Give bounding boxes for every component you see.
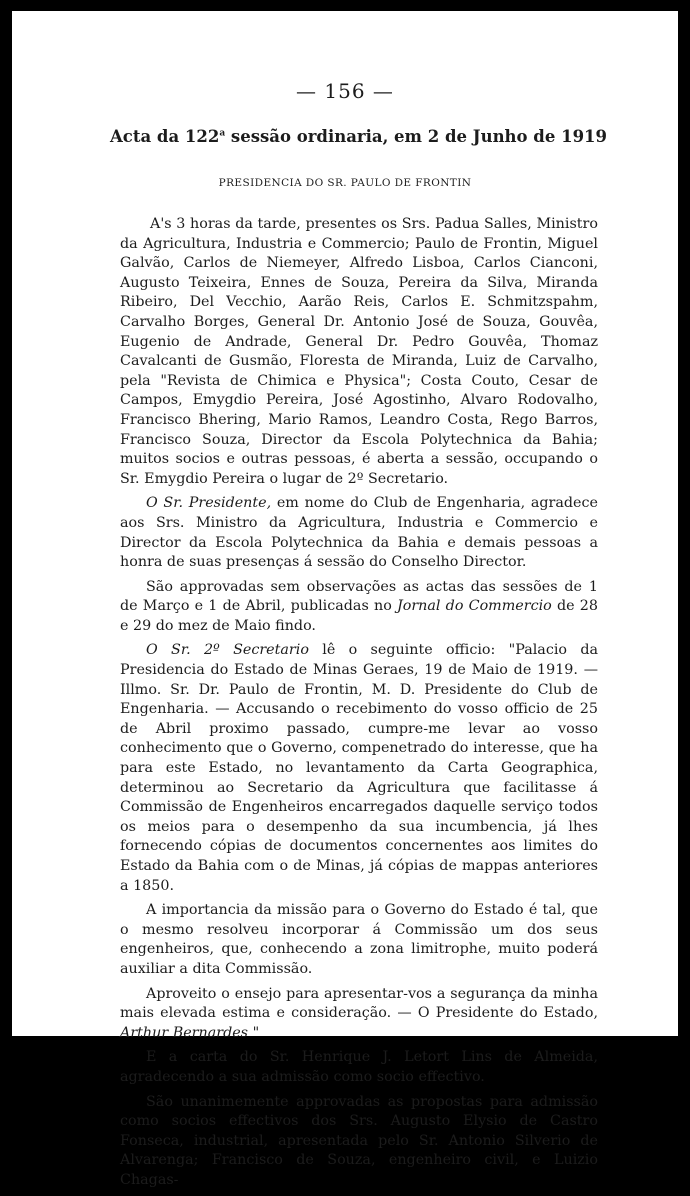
paragraph-closing-a: Aproveito o ensejo para apresentar-vos a segurança da minha mais elevada estima e consideração. — O Presidente do Estado,	[120, 985, 598, 1022]
title-ordinal: a	[219, 128, 226, 139]
speaker-secretary: O Sr. 2º Secretario	[146, 642, 309, 659]
paragraph-minutes-b: de 28 e 29 do mez de Maio findo.	[120, 598, 598, 634]
paragraph-closing-b: "	[248, 1024, 260, 1041]
paragraph-thanks	[120, 494, 598, 572]
document-body	[120, 215, 598, 1196]
paragraph-importance: A importancia da missão para o Governo do Estado é tal, que o mesmo resolveu incorporar á Commissão um dos seus engenheiros, que, conhecendo a zona limitrophe, muito poderá auxiliar a dita Commissão.	[120, 902, 598, 977]
paragraph-minutes-a: São approvadas sem observações as actas das sessões de 1 de Março e 1 de Abril, publicadas no	[120, 578, 598, 615]
paragraph-letter-text: lê o seguinte officio: "Palacio da Presidencia do Estado de Minas Geraes, 19 de Maio de 1919. — Illmo. Sr. Dr. Paulo de Frontin, M. D. Presidente do Club de Engenharia. — Accusando o recebimento do vosso officio de 25 de Abril proximo passado, cumpre-me levar ao vosso conhecimento que o Governo, compenetrado do interesse, que ha para este Estado, no levantamento da Carta Geographica, determinou ao Secretario da Agricultura que facilitasse á Commissão de Engenheiros encarregados daquelle serviço todos os meios para o desempenho da sua incumbencia, já lhes fornecendo cópias de documentos concernentes aos limites do Estado da Bahia com o de Minas, já cópias de mappas anteriores a 1850.	[120, 642, 598, 894]
document-page	[12, 11, 678, 1188]
title-prefix: Acta da 122	[110, 127, 220, 146]
title-suffix: sessão ordinaria, em 2 de Junho de 1919	[225, 127, 608, 146]
speaker-president: O Sr. Presidente,	[146, 495, 272, 512]
paragraph-thanks-text: em nome do Club de Engenharia, agradece aos Srs. Ministro da Agricultura, Industria e Commercio e Director da Escola Polytechnica da Bahia e demais pessoas a honra de suas presenças á sessão do Conselho Director.	[120, 495, 598, 571]
document-title	[110, 127, 608, 146]
signatory-name: Arthur Bernardes	[120, 1024, 249, 1041]
newspaper-name: Jornal do Commercio	[397, 598, 552, 615]
paragraph-letter	[120, 641, 598, 896]
page-number: — 156 —	[296, 79, 394, 103]
paragraph-closing	[120, 985, 598, 1044]
paragraph-letter-admission: E a carta do Sr. Henrique J. Letort Lins de Almeida, agradecendo a sua admissão como socio effectivo.	[120, 1049, 598, 1085]
paragraph-minutes	[120, 578, 598, 637]
paragraph-attendance: A's 3 horas da tarde, presentes os Srs. Padua Salles, Ministro da Agricultura, Industria e Commercio; Paulo de Frontin, Miguel Galvão, Carlos de Niemeyer, Alfredo Lisboa, Carlos Cianconi, Augusto Teixeira, Ennes de Souza, Pereira da Silva, Miranda Ribeiro, Del Vecchio, Aarão Reis, Carlos E. Schmitzspahm, Carvalho Borges, General Dr. Antonio José de Souza, Gouvêa, Eugenio de Andrade, General Dr. Pedro Gouvêa, Thomaz Cavalcanti de Gusmão, Floresta de Miranda, Luiz de Carvalho, pela "Revista de Chimica e Physica"; Costa Couto, Cesar de Campos, Emygdio Pereira, José Agostinho, Alvaro Rodovalho, Francisco Bhering, Mario Ramos, Leandro Costa, Rego Barros, Francisco Souza, Director da Escola Polytechnica da Bahia; muitos socios e outras pessoas, é aberta a sessão, occupando o Sr. Emygdio Pereira o lugar de 2º Secretario.	[120, 216, 598, 487]
paragraph-proposals: São unanimemente approvadas as propostas para admissão como socios effectivos dos Srs. Augusto Elysio de Castro Fonseca, industrial, apresentada pelo Sr. Antonio Silverio de Alvarenga; Francisco de Souza, engenheiro civil, e Luizio Chagas-	[120, 1093, 598, 1188]
presidency-line: PRESIDENCIA DO SR. PAULO DE FRONTIN	[218, 177, 472, 189]
